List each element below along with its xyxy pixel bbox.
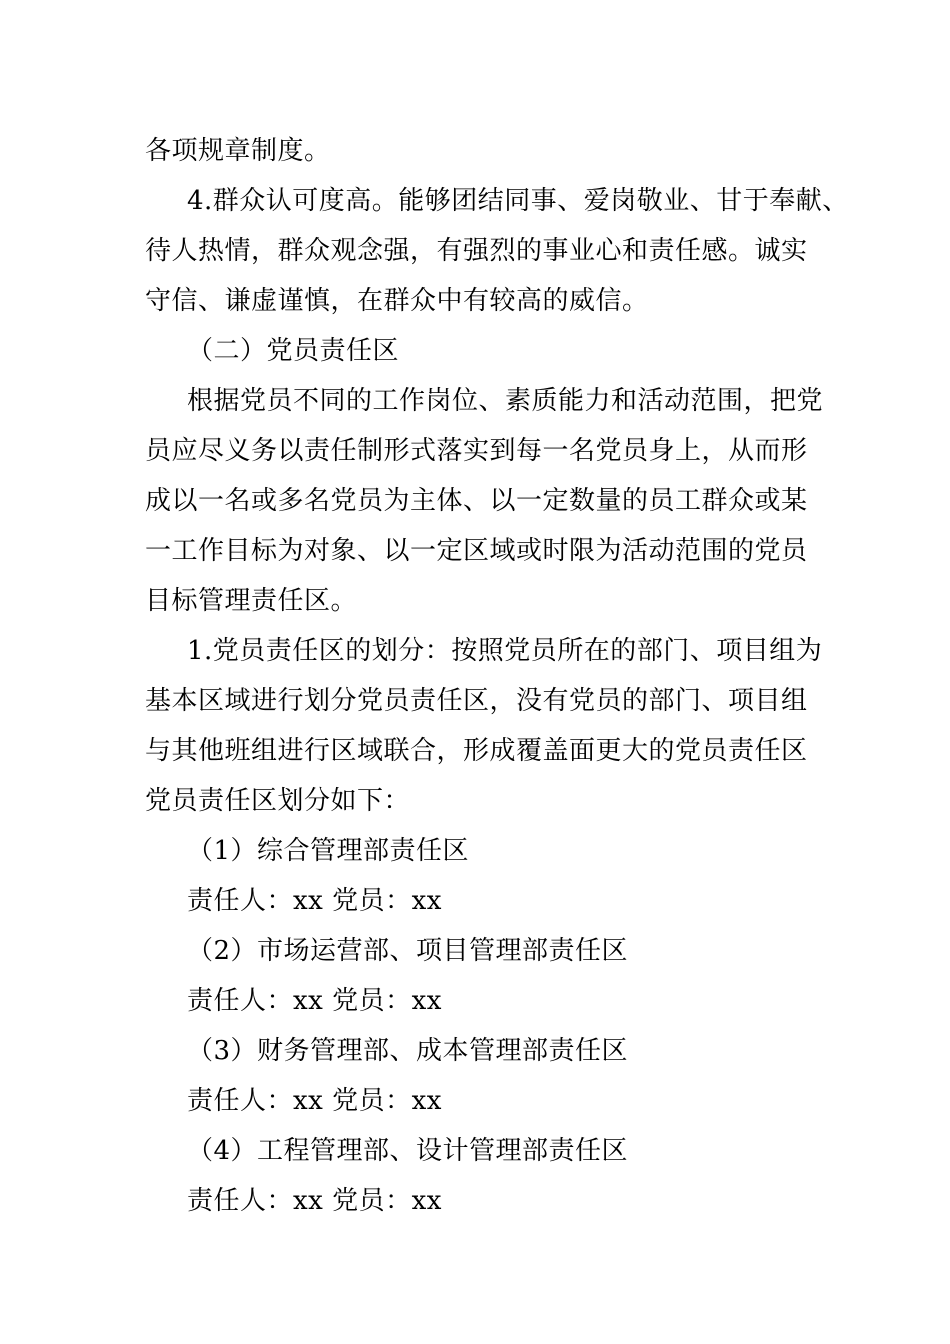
paragraph-line: 目标管理责任区。 xyxy=(145,586,358,616)
paragraph-line: 根据党员不同的工作岗位、素质能力和活动范围，把党 xyxy=(187,386,824,416)
paragraph-line: 1.党员责任区的划分：按照党员所在的部门、项目组为 xyxy=(187,636,823,666)
paragraph-line: 成以一名或多名党员为主体、以一定数量的员工群众或某 xyxy=(145,486,808,516)
section-heading: （二）党员责任区 xyxy=(187,336,400,366)
list-item-heading: （4）工程管理部、设计管理部责任区 xyxy=(187,1136,629,1166)
paragraph-line: 守信、谦虚谨慎，在群众中有较高的威信。 xyxy=(145,286,649,316)
paragraph-line: 各项规章制度。 xyxy=(145,136,331,166)
list-item-heading: （3）财务管理部、成本管理部责任区 xyxy=(187,1036,629,1066)
paragraph-line: 4.群众认可度高。能够团结同事、爱岗敬业、甘于奉献、 xyxy=(187,186,849,216)
list-item-detail: 责任人：xx 党员：xx xyxy=(187,1086,442,1116)
paragraph-line: 一工作目标为对象、以一定区域或时限为活动范围的党员 xyxy=(145,536,808,566)
paragraph-line: 员应尽义务以责任制形式落实到每一名党员身上，从而形 xyxy=(145,436,808,466)
list-item-detail: 责任人：xx 党员：xx xyxy=(187,1186,442,1216)
paragraph-line: 与其他班组进行区域联合，形成覆盖面更大的党员责任区 xyxy=(145,736,808,766)
paragraph-line: 待人热情，群众观念强，有强烈的事业心和责任感。诚实 xyxy=(145,236,808,266)
paragraph-line: 党员责任区划分如下： xyxy=(145,786,411,816)
paragraph-line: 基本区域进行划分党员责任区，没有党员的部门、项目组 xyxy=(145,686,808,716)
list-item-heading: （1）综合管理部责任区 xyxy=(187,836,470,866)
list-item-heading: （2）市场运营部、项目管理部责任区 xyxy=(187,936,629,966)
list-item-detail: 责任人：xx 党员：xx xyxy=(187,886,442,916)
list-item-detail: 责任人：xx 党员：xx xyxy=(187,986,442,1016)
